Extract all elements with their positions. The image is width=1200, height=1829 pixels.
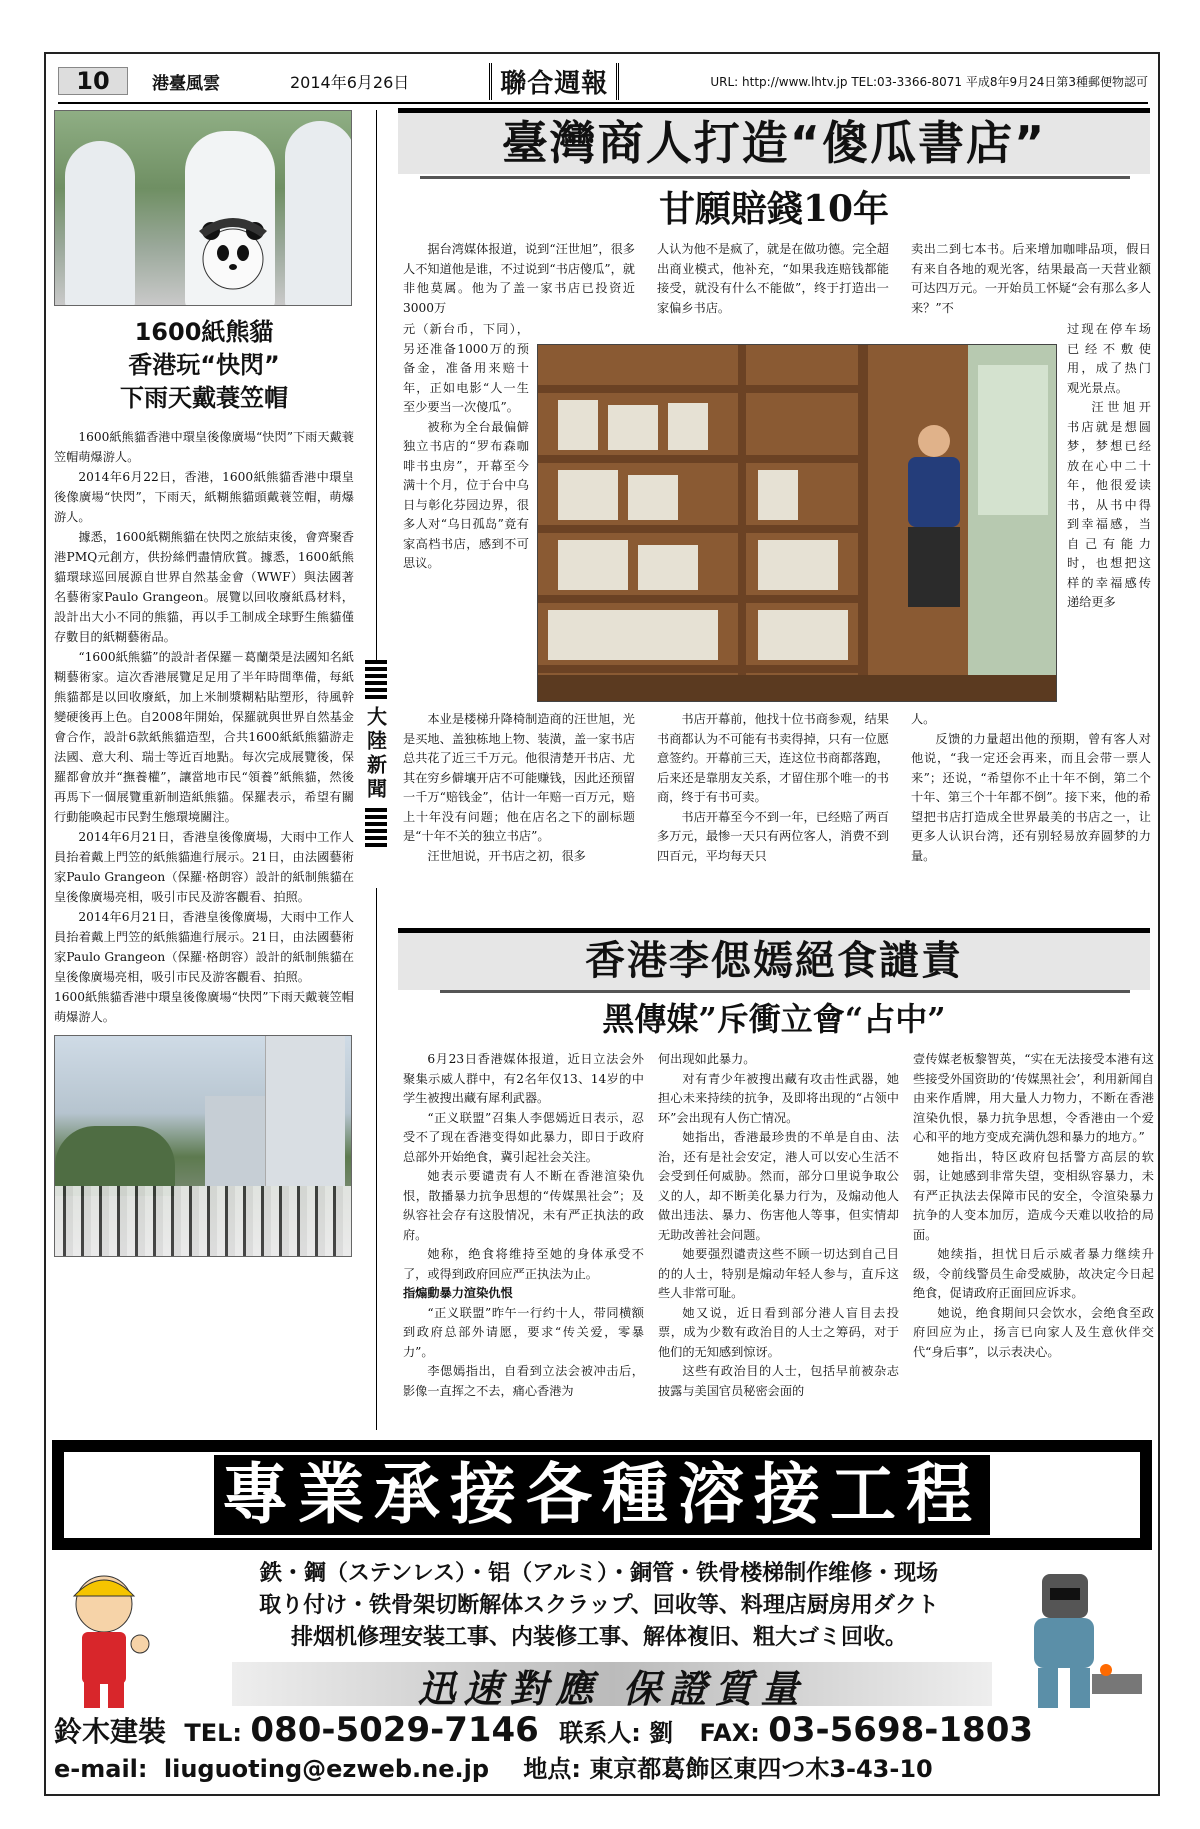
contact-name: 劉 bbox=[649, 1719, 674, 1747]
paragraph: 书店开幕前，他找十位书商参观，结果书商都认为不可能有书卖得掉，只有一位愿意签约。开幕前三天，连这位书商都落跑，后来还是靠朋友关系，才留住那个唯一的书商，终于有书可卖。 bbox=[657, 712, 889, 804]
story1-col3-narrow bbox=[1067, 320, 1151, 613]
story1-col1-top bbox=[403, 240, 635, 318]
story1-headline: 臺灣商人打造“傻瓜書店” bbox=[398, 108, 1150, 174]
ad-banner bbox=[52, 1440, 1152, 1550]
paragraph: “正义联盟”昨午一行约十人，带同横额到政府总部外请愿，要求“传关爱，零暴力”。 bbox=[403, 1305, 644, 1359]
ad-motto: 迅速對應 保證質量 bbox=[417, 1666, 807, 1711]
fax-label: FAX: bbox=[699, 1719, 760, 1747]
paragraph: 她称，绝食将维持至她的身体承受不了，或得到政府回应严正执法为止。 bbox=[403, 1247, 644, 1281]
headline-rule bbox=[420, 176, 1130, 179]
paragraph: 书店开幕至今不到一年，已经赔了两百多万元，最惨一天只有两位客人，消费不到四百元，平均每天只 bbox=[657, 809, 889, 863]
address-label: 地点: bbox=[523, 1755, 581, 1783]
paragraph: 壹传媒老板黎智英，“实在无法接受本港有这些接受外国资助的‘传媒黑社会’，利用新闻自由来作盾牌，用大量人力物力，不断在香港渲染仇恨，暴力抗争思想，令香港由一个爱心和平的地方变成充满仇怨和暴力的地方。” bbox=[913, 1052, 1154, 1144]
paragraph: 她要强烈谴责这些不顾一切达到自己目的的人士，特别是煽动年轻人参与，直斥这些人非常可耻。 bbox=[658, 1247, 899, 1300]
ad-contact-line bbox=[54, 1712, 1154, 1751]
paragraph: 汪世旭说，开书店之初，很多 bbox=[427, 848, 586, 863]
paragraph: 李偲嫣指出，自看到立法会被冲击后，影像一直挥之不去，痛心香港为 bbox=[403, 1364, 644, 1398]
section-name: 港臺風雲 bbox=[152, 73, 220, 94]
masthead bbox=[58, 60, 1148, 102]
paragraph: 反馈的力量超出他的预期，曾有客人对他说，“我一定还会再来，而且会带一票人来”；还说，“希望你不止十年不倒，第二个十年、第三个十年都不倒”。接下来，他的希望把书店打造成全世界最美的书店之一，让更多人认识台湾，还有别轻易放弃圆梦的力量。 bbox=[911, 731, 1151, 863]
story1-col2-bottom bbox=[657, 710, 889, 866]
section-subhead: 指煽動暴力渲染仇恨 bbox=[403, 1286, 513, 1300]
section-tag-label: 大陸新聞 bbox=[363, 706, 388, 802]
email-label: e-mail: bbox=[54, 1755, 148, 1783]
contact-label: 联系人: bbox=[559, 1719, 641, 1747]
paragraph: 她表示要谴责有人不断在香港渲染仇恨，散播暴力抗争思想的“传媒黑社会”；及纵容社会存有这股情况，未有严正执法的政府。 bbox=[403, 1169, 644, 1242]
story2-col2 bbox=[658, 1050, 899, 1435]
masthead-info: URL: http://www.lhtv.jp TEL:03-3366-8071 平成8年9月24日第3種郵便物認可 bbox=[710, 74, 1148, 89]
ad-services bbox=[164, 1558, 1034, 1654]
worker-mascot-icon bbox=[54, 1564, 158, 1714]
story1-col1-bottom bbox=[403, 710, 635, 866]
panda-photo bbox=[54, 110, 352, 306]
left-article-body bbox=[54, 427, 354, 1027]
service-line: 排烟机修理安装工事、内装修工事、解体複旧、粗大ゴミ回收。 bbox=[290, 1625, 907, 1650]
story1-body bbox=[403, 240, 1155, 924]
masthead-rule bbox=[58, 102, 1148, 104]
headline-rule bbox=[440, 990, 1130, 993]
paragraph: 何出现如此暴力。 bbox=[658, 1052, 756, 1066]
paragraph: 她指出，特区政府包括警方高层的软弱，让她感到非常失望，变相纵容暴力，未有严正执法去保障市民的安全，令渲染暴力抗争的人变本加厉，造成今天难以收拾的局面。 bbox=[913, 1149, 1154, 1242]
company-name: 鈴木建裝 bbox=[54, 1715, 167, 1748]
left-headline-line: 下雨天戴蓑笠帽 bbox=[120, 384, 288, 412]
left-column bbox=[54, 110, 354, 1257]
paragraph: 1600紙熊貓香港中環皇後像廣場“快閃”下雨天戴蓑笠帽萌爆游人。 bbox=[54, 430, 354, 464]
paragraph: 她续指，担忧日后示威者暴力继续升级，令前线警员生命受威胁，故决定今日起绝食，促请政府正面回应诉求。 bbox=[913, 1247, 1154, 1300]
paragraph: 元（新台币，下同），另还准备1000万的预备金，准备用来赔十年，正如电影“人一生至少要当一次傻瓜”。 bbox=[403, 322, 529, 414]
story2-headline: 香港李偲嫣絕食譴責 bbox=[398, 928, 1150, 990]
left-headline-line: 香港玩“快閃” bbox=[128, 351, 280, 379]
left-headline bbox=[54, 316, 354, 415]
paragraph: 2014年6月21日，香港皇後像廣場，大雨中工作人員抬着戴上門笠的紙熊貓進行展示。21日，由法國藝術家Paulo Grangeon（保羅·格朗容）設計的紙制熊貓在皇後像廣場亮相，吸引市民及游客觀看、拍照。 bbox=[54, 910, 354, 984]
issue-date: 2014年6月26日 bbox=[290, 72, 410, 92]
story1-col2-top bbox=[657, 240, 889, 318]
paragraph: 汪世旭开书店就是想圆梦，梦想已经放在心中二十年，他很爱读书，从书中得到幸福感，当自己有能力时，也想把这样的幸福感传递给更多 bbox=[1067, 400, 1151, 609]
paragraph: 本业是楼梯升降椅制造商的汪世旭，光是买地、盖独栋地上物、装潢，盖一家书店总共花了近三千万元。他很清楚开书店、尤其在穷乡僻壤开店不可能赚钱，因此还预留一千万“赔钱金”，估计一年赔一百万元，赔上十年没有问题；他在店名之下的副标题是“十年不关的独立书店”。 bbox=[403, 712, 635, 843]
welder-icon bbox=[1012, 1564, 1150, 1714]
paragraph: 人认为他不是疯了，就是在做功德。完全超出商业模式，他补充，“如果我连赔钱都能接受，就没有什么不能做”，终于打造出一家偏乡书店。 bbox=[657, 242, 889, 315]
paragraph: “1600紙熊貓”的設計者保羅－葛蘭榮是法國知名紙糊藝術家。這次香港展覽足足用了半年時間準備，每紙熊貓都是以回收廢紙，加上米制漿糊粘貼塑形，待風幹變硬後再上色。自2008年開始，保羅就與世界自然基金會合作，設計6款紙熊貓造型，合共1600紙紙熊貓游走法國、意大利、瑞士等近百地點。每次完成展覽後，保羅都會放并“撫養權”，讓當地市民“領養”紙熊貓，然後再馬下一個展覽重新制造紙熊貓。保羅表示，希望有關行動能喚起市民對生態環境關注。 bbox=[54, 650, 354, 824]
left-headline-line: 1600紙熊貓 bbox=[134, 318, 274, 346]
page-number: 10 bbox=[58, 67, 128, 95]
tag-bars bbox=[365, 808, 387, 848]
paragraph: 2014年6月21日，香港皇後像廣場，大雨中工作人員抬着戴上門笠的紙熊貓進行展示。21日，由法國藝術家Paulo Grangeon（保羅·格朗容）設計的紙制熊貓在皇後像廣場亮相，吸引市民及游客觀看、拍照。 bbox=[54, 830, 354, 904]
story1-subheadline: 甘願賠錢10年 bbox=[658, 188, 890, 230]
paragraph: 这些有政治目的人士，包括早前被杂志披露与美国官员秘密会面的 bbox=[658, 1364, 899, 1398]
paragraph: 过现在停车场已经不敷使用，成了热门观光景点。 bbox=[1067, 322, 1151, 395]
panda-icon bbox=[195, 211, 271, 293]
ad-banner-text: 專業承接各種溶接工程 bbox=[214, 1455, 990, 1535]
paragraph: 她又说，近日看到部分港人盲目去投票，成为少数有政治目的人士之筹码，对于他们的无知感到惊讶。 bbox=[658, 1305, 899, 1359]
paragraph: 據悉，1600紙糊熊貓在快閃之旅結束後，會齊聚香港PMQ元創方，供扮絲們盡情欣賞。據悉，1600紙熊貓環球巡回展源自世界自然基金會（WWF）與法國著名藝術家Paulo Grangeon。展覽以回收廢紙爲材料，設計出大小不同的熊貓，再以手工制成全球野生熊貓僅存數目的紙糊藝術品。 bbox=[54, 530, 354, 644]
tag-bars bbox=[365, 660, 387, 700]
story1-col1-narrow bbox=[403, 320, 529, 574]
story2-col1 bbox=[403, 1050, 644, 1435]
paragraph: 1600紙熊貓香港中環皇後像廣場“快閃”下雨天戴蓑笠帽萌爆游人。 bbox=[54, 990, 354, 1024]
story2-col3 bbox=[913, 1050, 1154, 1435]
email-address[interactable]: liuguoting@ezweb.ne.jp bbox=[163, 1755, 489, 1783]
paragraph: 人。 bbox=[911, 712, 936, 726]
paragraph: 被称为全台最偏僻独立书店的“罗布森咖啡书虫房”，开幕至今满十个月，位于台中乌日与彰化芬园边界，很多人对“乌日孤岛”竟有家高档书店，感到不可思议。 bbox=[403, 419, 529, 570]
paragraph: 2014年6月22日，香港，1600紙熊貓香港中環皇後像廣場“快閃”，下雨天，紙糊熊貓頭戴蓑笠帽，萌爆游人。 bbox=[54, 470, 354, 524]
story2-body bbox=[403, 1050, 1155, 1435]
paragraph: 她指出，香港最珍贵的不单是自由、法治，还有是社会安定，港人可以安心生活不会受到任何威胁。然而，部分口里说争取公义的人，却不断美化暴力行为，及煽动他人做出违法、暴力、伤害他人等事，但实情却无助改善社会问题。 bbox=[658, 1130, 899, 1242]
story2-subheadline: 黑傳媒”斥衝立會“占中” bbox=[602, 1000, 946, 1038]
paragraph: 据台湾媒体报道，说到“汪世旭”，很多人不知道他是谁，不过说到“书店傻瓜”，就非他莫属。他为了盖一家书店已投资近3000万 bbox=[403, 242, 635, 315]
paragraph: “正义联盟”召集人李偲嫣近日表示，忍受不了现在香港变得如此暴力，即日于政府总部外开始绝食，冀引起社会关注。 bbox=[403, 1110, 644, 1164]
bookstore-illustration bbox=[538, 345, 1057, 702]
story1-col3-bottom bbox=[911, 710, 1151, 866]
square-photo bbox=[54, 1035, 352, 1257]
service-line: 鉄・鋼（ステンレス）・铝（アルミ）・銅管・铁骨楼梯制作维修・现场 bbox=[259, 1561, 939, 1586]
paragraph: 卖出二到七本书。后来增加咖啡品项，假日有来自各地的观光客，结果最高一天营业额可达四万元。一开始员工怀疑“会有那么多人来？”不 bbox=[911, 242, 1151, 315]
welding-advertisement bbox=[52, 1440, 1152, 1790]
story1-col3-top bbox=[911, 240, 1151, 318]
newspaper-logo: 聯合週報 bbox=[489, 63, 619, 100]
paragraph: 她说，绝食期间只会饮水，会绝食至政府回应为止，扬言已向家人及生意伙伴交代“身后事”，以示表决心。 bbox=[913, 1305, 1154, 1359]
address: 東京都葛飾区東四つ木3-43-10 bbox=[589, 1755, 933, 1783]
ad-contact-line bbox=[54, 1752, 1154, 1786]
paragraph: 6月23日香港媒体报道，近日立法会外聚集示威人群中，有2名年仅13、14岁的中学生被搜出藏有犀利武器。 bbox=[403, 1052, 644, 1105]
tel-label: TEL: bbox=[184, 1719, 243, 1747]
section-tag bbox=[364, 660, 388, 888]
bookstore-photo bbox=[537, 344, 1057, 702]
paragraph: 对有青少年被搜出藏有攻击性武器，她担心未来持续的抗争，及即将出现的“占领中环”会出现有人伤亡情况。 bbox=[658, 1071, 899, 1125]
fax-number: 03-5698-1803 bbox=[768, 1710, 1034, 1750]
service-line: 取り付け・铁骨架切断解体スクラップ、回收等、料理店厨房用ダクト bbox=[259, 1593, 939, 1618]
phone-number[interactable]: 080-5029-7146 bbox=[250, 1710, 539, 1750]
